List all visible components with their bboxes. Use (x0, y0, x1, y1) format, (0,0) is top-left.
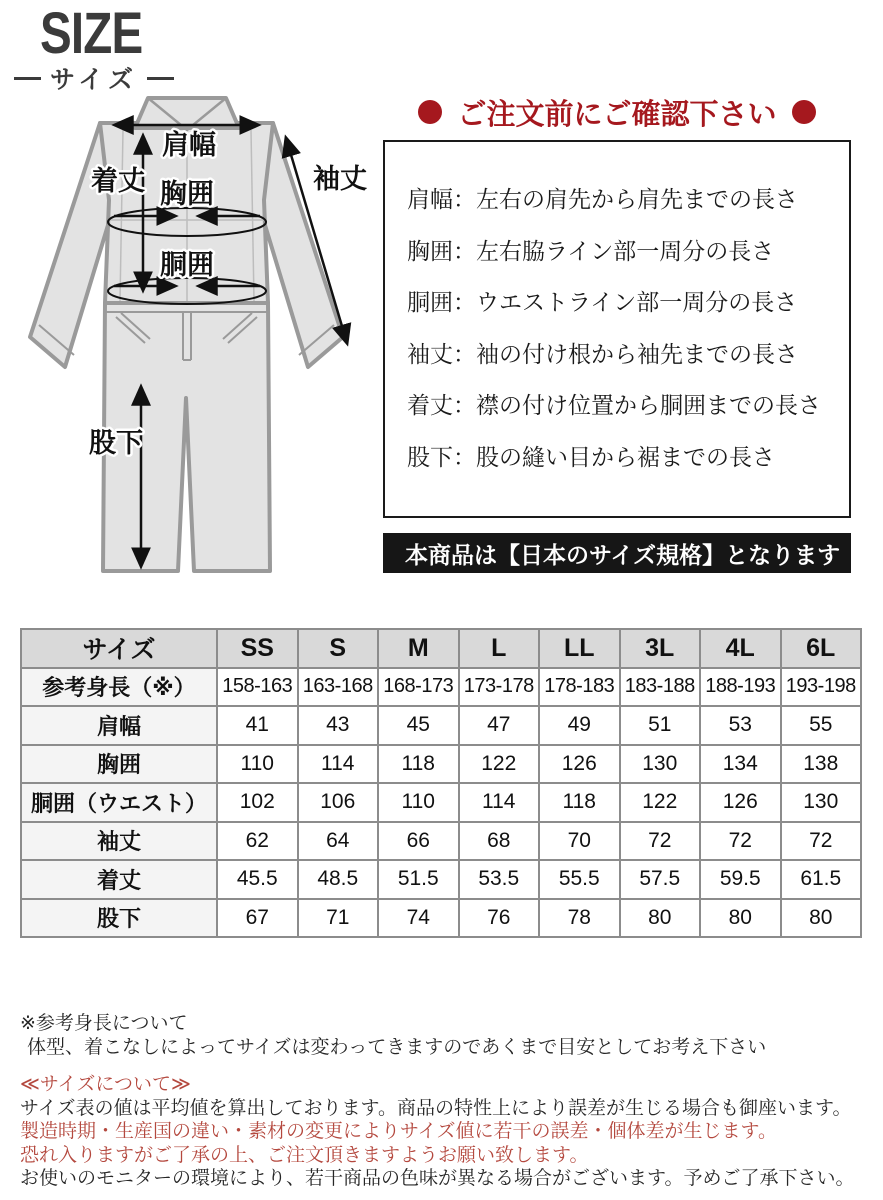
table-value-cell: 59.5 (700, 860, 781, 899)
table-value-cell: 193-198 (781, 668, 862, 707)
table-label-cell: 袖丈 (21, 822, 217, 861)
table-value-cell: 168-173 (378, 668, 459, 707)
garment-measurement-diagram (15, 90, 385, 598)
table-value-cell: 130 (781, 783, 862, 822)
table-value-cell: 66 (378, 822, 459, 861)
table-value-cell: 183-188 (620, 668, 701, 707)
table-row (21, 783, 861, 822)
definition-line: 股下：股の縫い目から裾までの長さ (407, 443, 775, 470)
right-dash-line (147, 77, 174, 80)
table-value-cell: 80 (620, 899, 701, 938)
table-row (21, 668, 861, 707)
table-header-row (21, 629, 861, 668)
table-label-cell: 肩幅 (21, 706, 217, 745)
size-table (20, 628, 862, 938)
waist-girth-label: 胴囲 (160, 250, 214, 280)
table-value-cell: 68 (459, 822, 540, 861)
note-line: 体型、着こなしによってサイズは変わってきますのであくまで目安としてお考え下さい (27, 1036, 767, 1058)
red-dot-icon (418, 100, 442, 124)
shoulder-width-label: 肩幅 (162, 130, 216, 160)
table-label-cell: 参考身長（※） (21, 668, 217, 707)
japan-size-standard-bar (383, 533, 851, 573)
table-value-cell: 72 (620, 822, 701, 861)
table-label-cell: 股下 (21, 899, 217, 938)
note-line: 製造時期・生産国の違い・素材の変更によりサイズ値に若干の誤差・個体差が生じます。 (20, 1121, 777, 1142)
notes-section (20, 1012, 870, 1191)
definition-box (383, 140, 851, 518)
japan-size-standard-text: 本商品は【日本のサイズ規格】となります (405, 541, 841, 568)
table-value-cell: 130 (620, 745, 701, 784)
table-value-cell: 110 (217, 745, 298, 784)
table-value-cell: 51 (620, 706, 701, 745)
table-header-cell: 6L (781, 629, 862, 668)
table-row (21, 899, 861, 938)
body-length-label: 着丈 (91, 166, 145, 196)
table-value-cell: 67 (217, 899, 298, 938)
table-value-cell: 43 (298, 706, 379, 745)
table-value-cell: 76 (459, 899, 540, 938)
table-value-cell: 158-163 (217, 668, 298, 707)
note-line: お使いのモニターの環境により、若干商品の色味が異なる場合がございます。予めご了承下さい。 (20, 1168, 855, 1189)
table-value-cell: 114 (459, 783, 540, 822)
table-value-cell: 55 (781, 706, 862, 745)
table-value-cell: 110 (378, 783, 459, 822)
definition-line: 肩幅：左右の肩先から肩先までの長さ (407, 186, 798, 212)
table-value-cell: 80 (700, 899, 781, 938)
page-title: SIZE (40, 1, 143, 66)
table-value-cell: 102 (217, 783, 298, 822)
table-header-cell: SS (217, 629, 298, 668)
sleeve-length-label: 袖丈 (313, 164, 367, 194)
table-row (21, 706, 861, 745)
table-value-cell: 48.5 (298, 860, 379, 899)
red-dot-icon (792, 100, 816, 124)
inseam-label: 股下 (89, 428, 143, 458)
table-value-cell: 74 (378, 899, 459, 938)
table-value-cell: 45.5 (217, 860, 298, 899)
table-value-cell: 47 (459, 706, 540, 745)
definition-line: 胴囲：ウエストライン部一周分の長さ (407, 289, 798, 315)
note-line: ※参考身長について (20, 1013, 188, 1034)
table-value-cell: 57.5 (620, 860, 701, 899)
table-value-cell: 118 (378, 745, 459, 784)
table-label-cell: 胴囲（ウエスト） (21, 783, 217, 822)
table-value-cell: 173-178 (459, 668, 540, 707)
table-row (21, 822, 861, 861)
table-value-cell: 51.5 (378, 860, 459, 899)
table-value-cell: 53 (700, 706, 781, 745)
definition-line: 胸囲：左右脇ライン部一周分の長さ (407, 237, 775, 264)
page-subtitle-text: サイズ (49, 66, 138, 94)
table-value-cell: 71 (298, 899, 379, 938)
table-label-cell: 着丈 (21, 860, 217, 899)
table-value-cell: 126 (539, 745, 620, 784)
table-value-cell: 122 (620, 783, 701, 822)
table-value-cell: 106 (298, 783, 379, 822)
table-value-cell: 122 (459, 745, 540, 784)
table-header-cell: 4L (700, 629, 781, 668)
table-value-cell: 41 (217, 706, 298, 745)
table-value-cell: 55.5 (539, 860, 620, 899)
left-dash-line (14, 77, 41, 80)
table-label-cell: 胸囲 (21, 745, 217, 784)
table-value-cell: 64 (298, 822, 379, 861)
table-value-cell: 114 (298, 745, 379, 784)
table-header-cell: 3L (620, 629, 701, 668)
table-value-cell: 72 (700, 822, 781, 861)
table-value-cell: 72 (781, 822, 862, 861)
table-header-cell: S (298, 629, 379, 668)
table-value-cell: 62 (217, 822, 298, 861)
chest-girth-label: 胸囲 (160, 179, 214, 209)
table-header-cell: サイズ (21, 629, 217, 668)
table-header-cell: L (459, 629, 540, 668)
table-value-cell: 118 (539, 783, 620, 822)
table-value-cell: 80 (781, 899, 862, 938)
table-header-cell: M (378, 629, 459, 668)
table-value-cell: 53.5 (459, 860, 540, 899)
definition-line: 袖丈：袖の付け根から袖先までの長さ (407, 340, 798, 367)
table-header-cell: LL (539, 629, 620, 668)
table-value-cell: 45 (378, 706, 459, 745)
table-row (21, 745, 861, 784)
confirm-title-text: ご注文前にご確認下さい (457, 98, 777, 131)
note-line: 恐れ入りますがご了承の上、ご注文頂きますようお願い致します。 (20, 1144, 589, 1166)
confirm-before-order-title (383, 94, 851, 130)
table-value-cell: 178-183 (539, 668, 620, 707)
table-value-cell: 138 (781, 745, 862, 784)
table-row (21, 860, 861, 899)
note-line: ≪サイズについて≫ (20, 1074, 191, 1095)
note-line: サイズ表の値は平均値を算出しております。商品の特性上により誤差が生じる場合も御座います。 (20, 1097, 852, 1119)
definition-line: 着丈：襟の付け位置から胴囲までの長さ (407, 392, 821, 418)
table-value-cell: 134 (700, 745, 781, 784)
table-value-cell: 61.5 (781, 860, 862, 899)
table-value-cell: 78 (539, 899, 620, 938)
table-value-cell: 70 (539, 822, 620, 861)
table-value-cell: 188-193 (700, 668, 781, 707)
table-value-cell: 163-168 (298, 668, 379, 707)
table-value-cell: 49 (539, 706, 620, 745)
table-value-cell: 126 (700, 783, 781, 822)
